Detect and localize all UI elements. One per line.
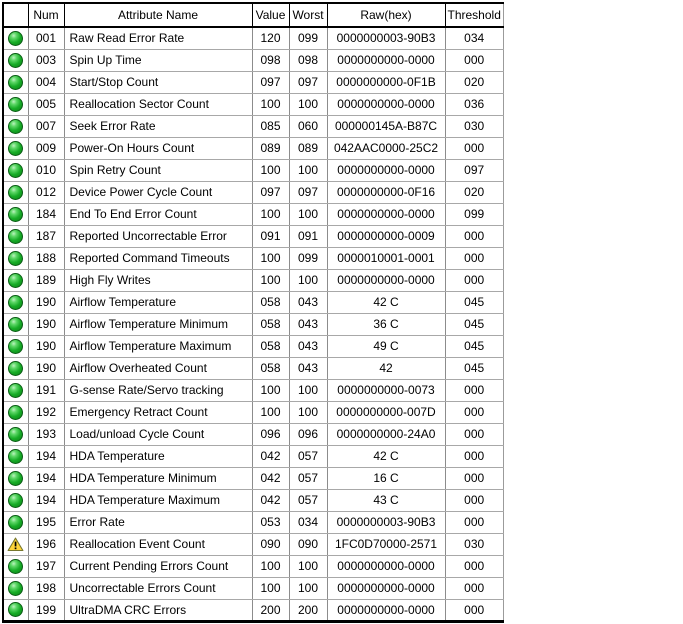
attribute-num: 007 bbox=[28, 115, 64, 137]
attribute-row[interactable] bbox=[3, 467, 503, 489]
attribute-row[interactable] bbox=[3, 533, 503, 555]
attribute-threshold: 097 bbox=[445, 159, 503, 181]
attribute-value: 085 bbox=[252, 115, 289, 137]
attribute-raw: 0000000000-0000 bbox=[327, 599, 445, 621]
attribute-threshold: 000 bbox=[445, 555, 503, 577]
attribute-name: Airflow Temperature Maximum bbox=[64, 335, 252, 357]
status-cell bbox=[3, 401, 28, 423]
attribute-row[interactable] bbox=[3, 225, 503, 247]
attribute-row[interactable] bbox=[3, 379, 503, 401]
attribute-row[interactable] bbox=[3, 115, 503, 137]
attribute-threshold: 000 bbox=[445, 489, 503, 511]
attribute-threshold: 034 bbox=[445, 27, 503, 49]
worst-column-header: Worst bbox=[289, 3, 327, 27]
attribute-num: 194 bbox=[28, 467, 64, 489]
attribute-worst: 034 bbox=[289, 511, 327, 533]
status-ok-icon bbox=[8, 559, 23, 574]
attribute-num: 005 bbox=[28, 93, 64, 115]
attribute-worst: 099 bbox=[289, 27, 327, 49]
attribute-worst: 043 bbox=[289, 291, 327, 313]
attribute-value: 042 bbox=[252, 467, 289, 489]
status-ok-icon bbox=[8, 361, 23, 376]
status-ok-icon bbox=[8, 251, 23, 266]
status-cell bbox=[3, 93, 28, 115]
attribute-worst: 091 bbox=[289, 225, 327, 247]
attribute-threshold: 020 bbox=[445, 181, 503, 203]
attribute-name: Emergency Retract Count bbox=[64, 401, 252, 423]
attribute-name: Device Power Cycle Count bbox=[64, 181, 252, 203]
attribute-num: 193 bbox=[28, 423, 64, 445]
attribute-value: 200 bbox=[252, 599, 289, 621]
value-column-header: Value bbox=[252, 3, 289, 27]
attribute-num: 188 bbox=[28, 247, 64, 269]
attribute-worst: 100 bbox=[289, 159, 327, 181]
attribute-worst: 100 bbox=[289, 269, 327, 291]
attribute-num: 003 bbox=[28, 49, 64, 71]
attribute-value: 058 bbox=[252, 357, 289, 379]
attribute-row[interactable] bbox=[3, 291, 503, 313]
attribute-raw: 042AAC0000-25C2 bbox=[327, 137, 445, 159]
attribute-threshold: 000 bbox=[445, 577, 503, 599]
attribute-threshold: 000 bbox=[445, 599, 503, 621]
attribute-threshold: 099 bbox=[445, 203, 503, 225]
attribute-value: 097 bbox=[252, 71, 289, 93]
attribute-threshold: 000 bbox=[445, 467, 503, 489]
status-ok-icon bbox=[8, 75, 23, 90]
status-ok-icon bbox=[8, 53, 23, 68]
attribute-value: 100 bbox=[252, 269, 289, 291]
status-cell bbox=[3, 467, 28, 489]
attribute-name: G-sense Rate/Servo tracking bbox=[64, 379, 252, 401]
attribute-raw: 0000000000-0000 bbox=[327, 203, 445, 225]
attribute-row[interactable] bbox=[3, 401, 503, 423]
status-cell bbox=[3, 423, 28, 445]
status-ok-icon bbox=[8, 163, 23, 178]
attribute-name: HDA Temperature bbox=[64, 445, 252, 467]
attribute-raw: 0000000000-0073 bbox=[327, 379, 445, 401]
attribute-worst: 100 bbox=[289, 577, 327, 599]
attribute-num: 010 bbox=[28, 159, 64, 181]
status-cell bbox=[3, 357, 28, 379]
attribute-value: 042 bbox=[252, 445, 289, 467]
attribute-name: Uncorrectable Errors Count bbox=[64, 577, 252, 599]
status-ok-icon bbox=[8, 449, 23, 464]
attribute-name: Raw Read Error Rate bbox=[64, 27, 252, 49]
status-cell bbox=[3, 577, 28, 599]
attribute-row[interactable] bbox=[3, 27, 503, 49]
attribute-threshold: 030 bbox=[445, 115, 503, 137]
attribute-raw: 1FC0D70000-2571 bbox=[327, 533, 445, 555]
attribute-num: 198 bbox=[28, 577, 64, 599]
attribute-name: High Fly Writes bbox=[64, 269, 252, 291]
attribute-value: 100 bbox=[252, 93, 289, 115]
attribute-raw: 0000000003-90B3 bbox=[327, 511, 445, 533]
status-cell bbox=[3, 27, 28, 49]
attribute-name: Spin Up Time bbox=[64, 49, 252, 71]
attribute-threshold: 030 bbox=[445, 533, 503, 555]
attribute-row[interactable] bbox=[3, 335, 503, 357]
attribute-worst: 057 bbox=[289, 467, 327, 489]
attribute-name: Reallocation Sector Count bbox=[64, 93, 252, 115]
status-ok-icon bbox=[8, 339, 23, 354]
attribute-threshold: 000 bbox=[445, 511, 503, 533]
attribute-raw: 16 C bbox=[327, 467, 445, 489]
attribute-raw: 000000145A-B87C bbox=[327, 115, 445, 137]
attribute-name: HDA Temperature Minimum bbox=[64, 467, 252, 489]
attribute-num: 189 bbox=[28, 269, 64, 291]
status-cell bbox=[3, 49, 28, 71]
status-cell bbox=[3, 159, 28, 181]
attribute-value: 091 bbox=[252, 225, 289, 247]
attribute-worst: 060 bbox=[289, 115, 327, 137]
status-cell bbox=[3, 269, 28, 291]
attribute-value: 058 bbox=[252, 291, 289, 313]
attribute-num: 012 bbox=[28, 181, 64, 203]
attribute-worst: 200 bbox=[289, 599, 327, 621]
attribute-value: 089 bbox=[252, 137, 289, 159]
attribute-worst: 043 bbox=[289, 335, 327, 357]
attribute-row[interactable] bbox=[3, 555, 503, 577]
attribute-value: 096 bbox=[252, 423, 289, 445]
status-ok-icon bbox=[8, 229, 23, 244]
attribute-raw: 42 C bbox=[327, 445, 445, 467]
attribute-worst: 100 bbox=[289, 203, 327, 225]
attribute-name: Load/unload Cycle Count bbox=[64, 423, 252, 445]
attribute-value: 100 bbox=[252, 247, 289, 269]
attribute-worst: 096 bbox=[289, 423, 327, 445]
status-cell bbox=[3, 247, 28, 269]
num-column-header: Num bbox=[28, 3, 64, 27]
attribute-num: 001 bbox=[28, 27, 64, 49]
attribute-raw: 42 bbox=[327, 357, 445, 379]
attribute-raw: 0000000000-24A0 bbox=[327, 423, 445, 445]
attribute-value: 100 bbox=[252, 203, 289, 225]
attribute-row[interactable] bbox=[3, 71, 503, 93]
status-cell bbox=[3, 137, 28, 159]
attribute-value: 090 bbox=[252, 533, 289, 555]
status-ok-icon bbox=[8, 317, 23, 332]
attribute-row[interactable] bbox=[3, 49, 503, 71]
attribute-value: 100 bbox=[252, 159, 289, 181]
attribute-value: 100 bbox=[252, 401, 289, 423]
status-cell bbox=[3, 313, 28, 335]
status-cell bbox=[3, 335, 28, 357]
raw-hex-column-header: Raw(hex) bbox=[327, 3, 445, 27]
attribute-name: Spin Retry Count bbox=[64, 159, 252, 181]
attribute-value: 097 bbox=[252, 181, 289, 203]
status-cell bbox=[3, 445, 28, 467]
attribute-raw: 43 C bbox=[327, 489, 445, 511]
status-cell bbox=[3, 533, 28, 555]
status-cell bbox=[3, 555, 28, 577]
attribute-row[interactable] bbox=[3, 445, 503, 467]
attribute-value: 053 bbox=[252, 511, 289, 533]
attribute-worst: 100 bbox=[289, 93, 327, 115]
table-body bbox=[3, 27, 503, 621]
status-cell bbox=[3, 379, 28, 401]
attribute-num: 009 bbox=[28, 137, 64, 159]
status-ok-icon bbox=[8, 383, 23, 398]
attribute-num: 196 bbox=[28, 533, 64, 555]
attribute-threshold: 000 bbox=[445, 445, 503, 467]
attribute-worst: 100 bbox=[289, 401, 327, 423]
attribute-num: 192 bbox=[28, 401, 64, 423]
attribute-raw: 49 C bbox=[327, 335, 445, 357]
attribute-raw: 0000000000-0000 bbox=[327, 555, 445, 577]
status-column-header bbox=[3, 3, 28, 27]
status-ok-icon bbox=[8, 493, 23, 508]
attribute-value: 100 bbox=[252, 555, 289, 577]
attribute-row[interactable] bbox=[3, 313, 503, 335]
attribute-threshold: 045 bbox=[445, 335, 503, 357]
attribute-num: 191 bbox=[28, 379, 64, 401]
status-ok-icon bbox=[8, 405, 23, 420]
attribute-row[interactable] bbox=[3, 599, 503, 621]
attribute-value: 100 bbox=[252, 379, 289, 401]
attribute-threshold: 000 bbox=[445, 269, 503, 291]
attribute-value: 098 bbox=[252, 49, 289, 71]
status-cell bbox=[3, 489, 28, 511]
status-ok-icon bbox=[8, 471, 23, 486]
attribute-name: Current Pending Errors Count bbox=[64, 555, 252, 577]
status-ok-icon bbox=[8, 273, 23, 288]
attribute-num: 195 bbox=[28, 511, 64, 533]
attribute-threshold: 045 bbox=[445, 357, 503, 379]
attribute-raw: 0000000000-0000 bbox=[327, 269, 445, 291]
attribute-worst: 100 bbox=[289, 555, 327, 577]
attribute-row[interactable] bbox=[3, 137, 503, 159]
status-ok-icon bbox=[8, 295, 23, 310]
status-cell bbox=[3, 225, 28, 247]
attribute-worst: 098 bbox=[289, 49, 327, 71]
attribute-num: 190 bbox=[28, 291, 64, 313]
attribute-threshold: 000 bbox=[445, 247, 503, 269]
attribute-raw: 0000000000-0F1B bbox=[327, 71, 445, 93]
status-cell bbox=[3, 599, 28, 621]
attribute-num: 187 bbox=[28, 225, 64, 247]
attribute-worst: 099 bbox=[289, 247, 327, 269]
attribute-raw: 0000000000-0009 bbox=[327, 225, 445, 247]
attribute-name: Seek Error Rate bbox=[64, 115, 252, 137]
attribute-num: 199 bbox=[28, 599, 64, 621]
status-cell bbox=[3, 203, 28, 225]
status-ok-icon bbox=[8, 185, 23, 200]
status-ok-icon bbox=[8, 119, 23, 134]
attribute-row[interactable] bbox=[3, 577, 503, 599]
header-row bbox=[3, 3, 503, 27]
attribute-name: Airflow Overheated Count bbox=[64, 357, 252, 379]
attribute-worst: 057 bbox=[289, 445, 327, 467]
attribute-row[interactable] bbox=[3, 269, 503, 291]
attribute-name: Reported Uncorrectable Error bbox=[64, 225, 252, 247]
attribute-name: Airflow Temperature bbox=[64, 291, 252, 313]
attribute-num: 184 bbox=[28, 203, 64, 225]
attribute-threshold: 000 bbox=[445, 423, 503, 445]
attribute-name: Airflow Temperature Minimum bbox=[64, 313, 252, 335]
attribute-worst: 097 bbox=[289, 71, 327, 93]
attribute-threshold: 000 bbox=[445, 401, 503, 423]
attribute-value: 042 bbox=[252, 489, 289, 511]
attribute-threshold: 045 bbox=[445, 291, 503, 313]
attribute-worst: 089 bbox=[289, 137, 327, 159]
attribute-raw: 42 C bbox=[327, 291, 445, 313]
attribute-worst: 090 bbox=[289, 533, 327, 555]
status-ok-icon bbox=[8, 31, 23, 46]
attribute-worst: 097 bbox=[289, 181, 327, 203]
status-ok-icon bbox=[8, 207, 23, 222]
attribute-name: UltraDMA CRC Errors bbox=[64, 599, 252, 621]
attribute-value: 120 bbox=[252, 27, 289, 49]
attribute-name: End To End Error Count bbox=[64, 203, 252, 225]
attribute-name: HDA Temperature Maximum bbox=[64, 489, 252, 511]
attribute-threshold: 000 bbox=[445, 137, 503, 159]
attribute-name: Power-On Hours Count bbox=[64, 137, 252, 159]
status-warning-icon bbox=[7, 537, 24, 552]
attribute-threshold: 000 bbox=[445, 225, 503, 247]
attribute-row[interactable] bbox=[3, 93, 503, 115]
attribute-row[interactable] bbox=[3, 247, 503, 269]
status-cell bbox=[3, 71, 28, 93]
attribute-name: Reallocation Event Count bbox=[64, 533, 252, 555]
status-ok-icon bbox=[8, 141, 23, 156]
attribute-row[interactable] bbox=[3, 181, 503, 203]
attribute-num: 004 bbox=[28, 71, 64, 93]
attribute-threshold: 020 bbox=[445, 71, 503, 93]
status-ok-icon bbox=[8, 515, 23, 530]
attribute-threshold: 036 bbox=[445, 93, 503, 115]
attribute-num: 194 bbox=[28, 445, 64, 467]
attribute-raw: 0000000000-0000 bbox=[327, 577, 445, 599]
attribute-name: Reported Command Timeouts bbox=[64, 247, 252, 269]
attribute-raw: 0000000003-90B3 bbox=[327, 27, 445, 49]
attribute-worst: 043 bbox=[289, 313, 327, 335]
status-cell bbox=[3, 181, 28, 203]
attribute-raw: 0000000000-0000 bbox=[327, 93, 445, 115]
attribute-row[interactable] bbox=[3, 489, 503, 511]
attribute-row[interactable] bbox=[3, 511, 503, 533]
status-ok-icon bbox=[8, 97, 23, 112]
attribute-row[interactable] bbox=[3, 203, 503, 225]
attribute-threshold: 000 bbox=[445, 49, 503, 71]
attribute-num: 197 bbox=[28, 555, 64, 577]
attribute-threshold: 045 bbox=[445, 313, 503, 335]
attribute-row[interactable] bbox=[3, 159, 503, 181]
attribute-raw: 0000000000-0000 bbox=[327, 49, 445, 71]
attribute-raw: 0000000000-0000 bbox=[327, 159, 445, 181]
attribute-threshold: 000 bbox=[445, 379, 503, 401]
attribute-raw: 0000000000-0F16 bbox=[327, 181, 445, 203]
smart-attributes-table bbox=[2, 2, 504, 623]
status-cell bbox=[3, 115, 28, 137]
attribute-value: 100 bbox=[252, 577, 289, 599]
status-ok-icon bbox=[8, 581, 23, 596]
status-ok-icon bbox=[8, 602, 23, 617]
attribute-worst: 057 bbox=[289, 489, 327, 511]
attribute-value: 058 bbox=[252, 335, 289, 357]
attribute-row[interactable] bbox=[3, 357, 503, 379]
attribute-value: 058 bbox=[252, 313, 289, 335]
attribute-raw: 0000010001-0001 bbox=[327, 247, 445, 269]
attribute-num: 194 bbox=[28, 489, 64, 511]
status-ok-icon bbox=[8, 427, 23, 442]
attribute-raw: 0000000000-007D bbox=[327, 401, 445, 423]
attribute-name-column-header: Attribute Name bbox=[64, 3, 252, 27]
attribute-name: Error Rate bbox=[64, 511, 252, 533]
attribute-name: Start/Stop Count bbox=[64, 71, 252, 93]
status-cell bbox=[3, 511, 28, 533]
attribute-num: 190 bbox=[28, 313, 64, 335]
attribute-raw: 36 C bbox=[327, 313, 445, 335]
status-cell bbox=[3, 291, 28, 313]
attribute-worst: 043 bbox=[289, 357, 327, 379]
threshold-column-header: Threshold bbox=[445, 3, 503, 27]
attribute-worst: 100 bbox=[289, 379, 327, 401]
attribute-num: 190 bbox=[28, 357, 64, 379]
smart-attributes-panel bbox=[2, 2, 504, 623]
attribute-row[interactable] bbox=[3, 423, 503, 445]
attribute-num: 190 bbox=[28, 335, 64, 357]
